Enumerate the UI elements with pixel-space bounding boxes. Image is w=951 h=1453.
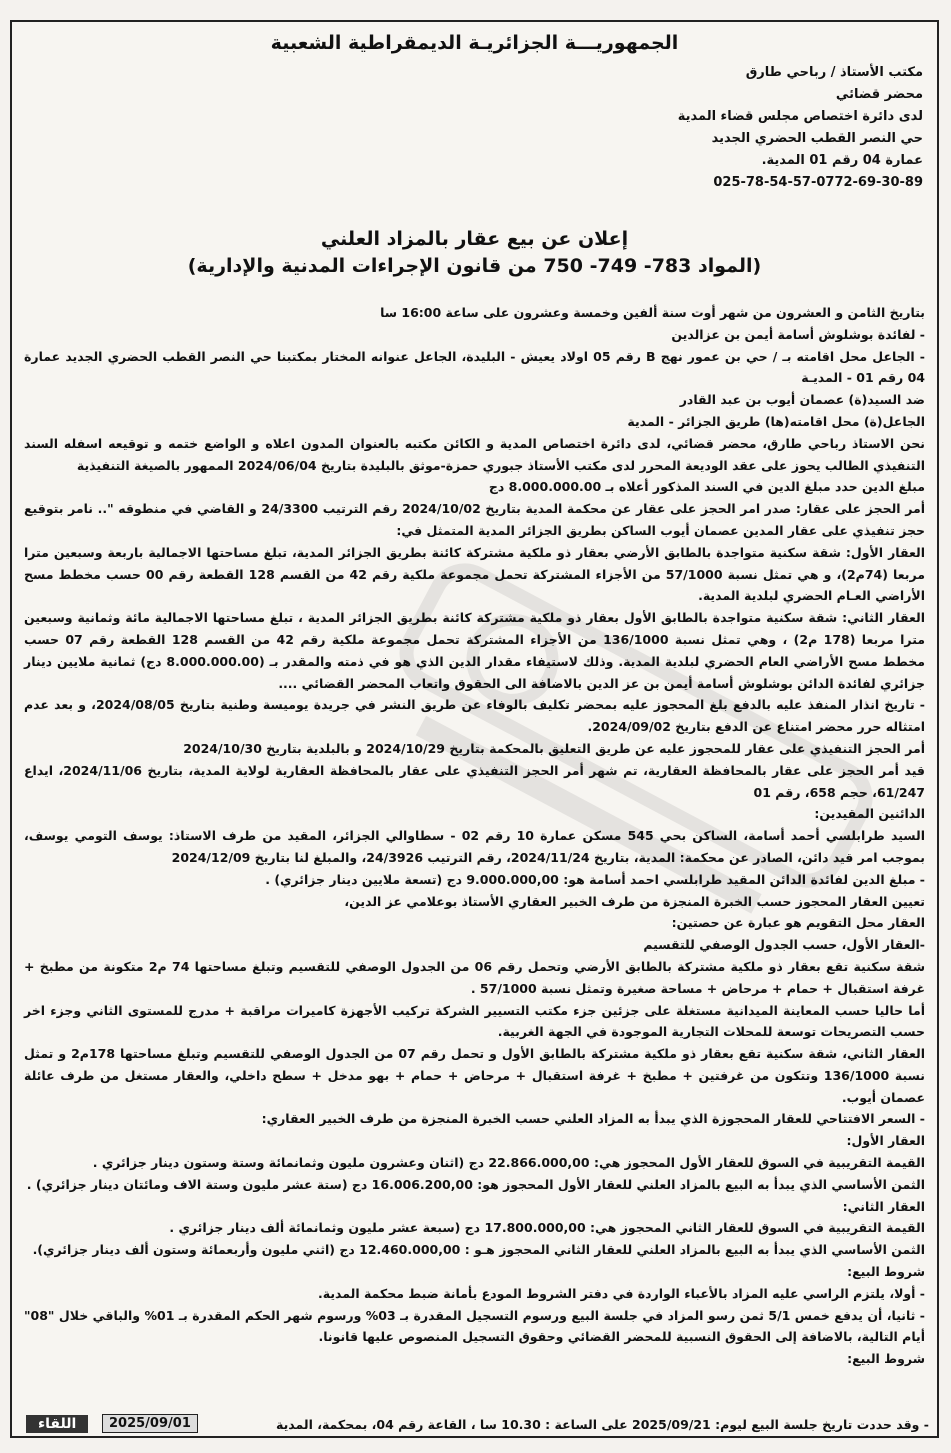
office-line: عمارة 04 رقم 01 المدية. xyxy=(761,153,923,168)
body-paragraph: - مبلغ الدين لفائدة الدائن المقيد طرابلسي احمد أسامة هو: 9.000.000,00 دج (تسعة ملايين دينار جزائري) . xyxy=(265,871,925,887)
office-line: حي النصر القطب الحضري الجديد xyxy=(711,131,923,146)
body-paragraph: الجاعل(ة) محل اقامته(ها) طريق الجزائر - المدية xyxy=(627,413,925,429)
newspaper-name: اللقاء xyxy=(26,1415,88,1433)
body-paragraph: القيمة التقريبية في السوق للعقار الأول المحجوز هي: 22.866.000,00 دج (اثنان وعشرون مليون وثمانمائة وستة وستون دينار جزائري . xyxy=(92,1155,925,1171)
body-paragraph: العقار الأول: شقة سكنية متواجدة بالطابق الأرضي بعقار ذو ملكية مشتركة كائنة بطريق الجزائر المدية، تبلغ مساحتها الاجمالية باربعة وسبعين مترا مربعا (74م2)، و هي تمثل نسبة 57/1000 من الأجزاء المشتركة تحمل مجموعة ملكية رقم 42 من القسم 128 القطعة رقم 00 حسب مخطط مسح الأراضي العـام الحضري لبلدية المدية. xyxy=(24,544,926,604)
republic-header: الجمهوريـــة الجزائريـة الديمقراطية الشعبية xyxy=(270,32,679,54)
notice-footer xyxy=(12,1408,937,1436)
notice-title xyxy=(12,226,937,280)
body-paragraph: أمر الحجز التنفيذي على عقار للمحجوز عليه عن طريق التعليق بالمحكمة بتاريخ 2024/10/29 و بالبلدية بتاريخ 2024/10/30 xyxy=(183,740,925,756)
body-paragraph: شروط البيع: xyxy=(847,1264,925,1280)
body-paragraph: - الجاعل محل اقامته بـ / حي بن عمور نهج B رقم 05 اولاد يعيش - البليدة، الجاعل عنوانه المختار بمكتبنا حي النصر القطب الحضري الجديد عمارة 04 رقم 01 - المديـة xyxy=(24,348,925,386)
body-paragraph: شقة سكنية تقع بعقار ذو ملكية مشتركة بالطابق الأرضي وتحمل رقم 06 من الجدول الوصفي للتقسيم وتبلغ مساحتها 74 م2 متكونة من مطبخ + غرفة استقبال + حمام + مرحاض + مساحة صغيرة وتمثل نسبة 57/1000 . xyxy=(24,958,926,996)
body-paragraph: أما حاليا حسب المعاينة الميدانية مستغلة على جزئين جزء مكتب التسيير الشركة تركيب الأجهزة كاميرات مراقبة + مدرج للمستوى الثاني وجزء اخر حسب التصريحات توسعة للمحلات التجارية الموجودة في الجهة الغربية. xyxy=(24,1002,925,1040)
body-paragraph: - أولا، يلتزم الراسي عليه المزاد بالأعباء الواردة في دفتر الشروط المودع بأمانة ضبط محكمة المدية. xyxy=(318,1285,925,1301)
publication-date: 2025/09/01 xyxy=(102,1414,198,1433)
body-paragraph: الثمن الأساسي الذي يبدأ به البيع بالمزاد العلني للعقار الثاني المحجوز هـو : 12.460.000,00 دج (اثني مليون وأربعمائة وستون ألف دينار جزائري). xyxy=(32,1242,925,1258)
body-paragraph: تعيين العقار المحجوز حسب الخبرة المنجزة من طرف الخبير العقاري الأستاذ بوعلامي عز الدين، xyxy=(344,893,925,909)
body-paragraph: مبلغ الدين حدد مبلغ الدين في السند المذكور أعلاه بـ 8.000.000.00 دج xyxy=(488,479,925,495)
notice-body xyxy=(24,302,925,1370)
body-paragraph: - لفائدة بوشلوش أسامة أيمن بن عزالدين xyxy=(671,326,925,342)
body-paragraph: ضد السيد(ة) عصمان أيوب بن عبد القادر xyxy=(679,392,925,408)
body-paragraph: العقار الثاني: xyxy=(842,1198,925,1214)
body-paragraph: - تاريخ انذار المنفذ عليه بالدفع بلغ المحجوز عليه بمحضر تكليف بالوفاء عن طريق النشر في جريدة يوميسة وطنية بتاريخ 2024/08/05، و بعد عدم امتثاله حرر محضر امتناع عن الدفع بتاريخ 2024/09/02. xyxy=(24,697,925,735)
office-line: محضر قضائي xyxy=(835,87,923,102)
body-paragraph: العقار الأول: xyxy=(846,1133,925,1149)
body-paragraph: العقار الثاني، شقة سكنية تقع بعقار ذو ملكية مشتركة بالطابق الأول و تحمل رقم 07 من الجدول الوصفي للتقسيم وتبلغ مساحتها 178م2 و تمثل نسبة 136/1000 وتتكون من غرفتين + مطبخ + غرفة استقبال + مرحاض + حمام + بهو مدخل + سطح داخلي، والعقار مستغل من طرف عائلة عصمان أيوب. xyxy=(24,1046,925,1105)
body-paragraph: الثمن الأساسي الذي يبدأ به البيع بالمزاد العلني للعقار الأول المحجوز هو: 16.006.200,00 دج (ستة عشر مليون وستة الاف ومائتان دينار جزائري) . xyxy=(26,1176,925,1192)
body-paragraph: السيد طرابلسي أحمد أسامة، الساكن بحي 545 مسكن عمارة 10 رقم 02 - سطاوالي الجزائر، المقيد من طرف الاستاذ: يوسف التومي يوسف، بموجب امر قيد دائن، الصادر عن محكمة: المدية، بتاريخ 2024/11/24، رقم الترتيب 24/3926، والمبلغ لنا بتاريخ 2024/12/09 xyxy=(24,828,925,865)
body-paragraph: العقار الثاني: شقة سكنية متواجدة بالطابق الأول بعقار ذو ملكية مشتركة كائنة بطريق الجزائر المدية ، تبلغ مساحتها الاجمالية مائة وثمانية وسبعين مترا مربعا (178 م2) ، وهي تمثل نسبة 136/1000 من الأجزاء المشتركة تحمل مجموعة ملكية رقم 42 من القسم 128 القطعة رقم 07 حسب مخطط مسح الأراضي العام الحضري لبلدية المدية. وذلك لاستيفاء مقدار الدين الذي هو في ذمته والمقدر بـ (8.000.000.00 دج) ثمانية ملايين دينار جزائري لفائدة الدائن بوشلوش أسامة أيمن بن عز الدين بالاضافة الى الحقوق واتعاب المحضر القضائي .... xyxy=(24,610,926,691)
body-paragraph: نحن الاستاذ رباحي طارق، محضر قضائي، لدى دائرة اختصاص المدية و الكائن مكتبه بالعنوان المدون اعلاه و الواضع ختمه و توقيعه اسفله السند التنفيذي الطالب يحوز على عقد الوديعة المحرر لدى مكتب الأستاذ جبوري حمزة-موثق بالبليدة بتاريخ 2024/06/04 الممهور بالصيغة التنفيذية xyxy=(24,435,925,473)
body-paragraph: بتاريخ الثامن و العشرون من شهر أوت سنة ألفين وخمسة وعشرون على ساعة 16:00 سا xyxy=(380,305,925,320)
body-paragraph: قيد أمر الحجز على عقار بالمحافظة العقارية، تم شهر أمر الحجز التنفيذي على عقار بالمحافظة العقارية لولاية المدية، بتاريخ 2024/11/06، ايداع 61/247، حجم 658، رقم 01 xyxy=(24,762,925,800)
sale-session-note: - وقد حددت تاريخ جلسة البيع ليوم: 2025/09/21 على الساعة : 10.30 سا ، القاعة رقم 04، بمحكمة، المدية xyxy=(276,1417,929,1432)
body-paragraph: -العقار الأول، حسب الجدول الوصفي للتقسيم xyxy=(643,937,925,953)
bailiff-office-block xyxy=(403,62,923,194)
body-paragraph: أمر الحجز على عقار: صدر امر الحجز على عقار عن محكمة المدية بتاريخ 2024/10/02 رقم الترتيب 24/3300 و القاضي في منطوقه ".. نامر بتوقيع حجز تنفيذي على عقار المدين عصمان أيوب الساكن بطريق الجزائر المدية المتمثل في: xyxy=(24,501,926,538)
body-paragraph: الدائنين المقيدين: xyxy=(814,806,925,822)
body-paragraph: - السعر الافتتاحي للعقار المحجوزة الذي يبدأ به المزاد العلني حسب الخبرة المنجزة من طرف الخبير العقاري: xyxy=(261,1111,925,1127)
notice-title-line-2: (المواد 783- 749- 750 من قانون الإجراءات المدنية والإدارية) xyxy=(187,255,762,277)
body-paragraph: شروط البيع: xyxy=(847,1351,925,1367)
office-line: مكتب الأستاذ / رباحي طارق xyxy=(745,65,923,80)
body-paragraph: القيمة التقريبية في السوق للعقار الثاني المحجوز هي: 17.800.000,00 دج (سبعة عشر مليون وثمانمائة ألف دينار جزائري . xyxy=(169,1220,925,1236)
office-phones: 025-78-54-57-0772-69-30-89 xyxy=(713,175,923,190)
notice-title-line-1: إعلان عن بيع عقار بالمزاد العلني xyxy=(320,228,629,250)
office-line: لدى دائرة اختصاص مجلس قضاء المدية xyxy=(677,109,923,124)
legal-notice-page xyxy=(10,20,939,1438)
body-paragraph: العقار محل التقويم هو عبارة عن حصتين: xyxy=(671,915,925,931)
body-paragraph: - ثانيا، أن يدفع خمس 5/1 ثمن رسو المزاد في جلسة البيع ورسوم التسجيل المقدرة بـ 03% ورسوم شهر الحكم المقدرة بـ 01% والباقي خلال "08" أيام التالية، بالاضافة إلى الحقوق النسبية للمحضر القضائي وحقوق التسجيل المنصوص عليها قانونا. xyxy=(24,1307,925,1345)
